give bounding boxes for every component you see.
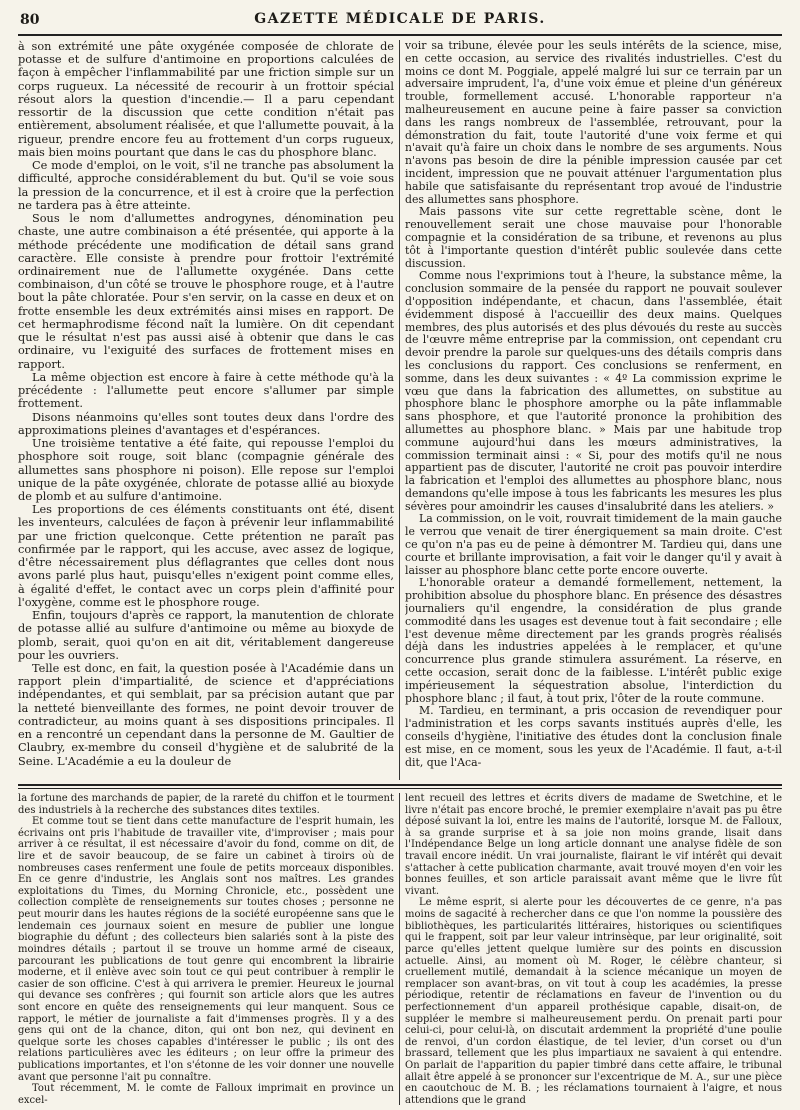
paragraph: La même objection est encore à faire à cette méthode qu'à la précédente : l'allumette peut encore s'allumer par simple frottement. [18, 370, 394, 411]
top-left-column [18, 40, 394, 780]
bottom-right-column [405, 793, 782, 1105]
journal-title: GAZETTE MÉDICALE DE PARIS. [254, 11, 546, 27]
page-number: 80 [20, 12, 40, 28]
paragraph: la fortune des marchands de papier, de la rareté du chiffon et le tourment des industriels à la recherche des substances dites textiles. [18, 793, 394, 816]
paragraph: voir sa tribune, élevée pour les seuls intérêts de la science, mise, en cette occasion, au service des rivalités industrielles. C'est du moins ce dont M. Poggiale, appelé malgré lui sur ce terrain par un adversaire imprudent, l'a, d'une voix émue et pleine d'un généreux trouble, formellement accusé. L'honorable rapporteur n'a malheureusement en aucune peine à faire passer sa conviction dans les rangs nombreux de l'assemblée, retrouvant, pour la démonstration du fait, toute l'autorité d'une voix ferme et qui n'avait qu'à faire un choix dans le nombre de ses arguments. Nous n'avons pas besoin de dire la pénible impression causée par cet incident, impression que ne pouvait atténuer l'argumentation plus habile que satisfaisante du représentant trop avoué de l'industrie des allumettes sans phosphore. [405, 40, 782, 206]
paragraph: Comme nous l'exprimions tout à l'heure, la substance même, la conclusion sommaire de la pensée du rapport ne pouvait soulever d'opposition indépendante, et chacun, dans l'assemblée, était évidemment disposé à l'accueillir des deux mains. Quelques membres, des plus autorisés et des plus dévoués du reste au succès de l'œuvre même entreprise par la commission, ont cependant cru devoir prendre la parole sur quelques-uns des détails compris dans les conclusions du rapport. Ces conclusions se renferment, en somme, dans les deux suivantes : « 4º La commission exprime le vœu que dans la fabrication des allumettes, on substitue au phosphore blanc le phosphore amorphe ou la pâte inflammable sans phosphore, et que l'autorité prononce la prohibition des allumettes au phosphore blanc. » Mais par une habitude trop commune aujourd'hui dans les mœurs administratives, la commission terminait ainsi : « Si, pour des motifs qu'il ne nous appartient pas de discuter, l'autorité ne croit pas pouvoir interdire la fabrication et l'emploi des allumettes au phosphore blanc, nous demandons qu'elle impose à tous les fabricants les mesures les plus sévères pour amoindrir les causes d'insalubrité dans les ateliers. » [405, 269, 782, 513]
paragraph: Disons néanmoins qu'elles sont toutes deux dans l'ordre des approximations pleines d'avantages et d'espérances. [18, 410, 394, 437]
running-header [18, 6, 782, 36]
paragraph: à son extrémité une pâte oxygénée composée de chlorate de potasse et de sulfure d'antimoine en proportions calculées de façon à empêcher l'inflammabilité par une friction simple sur un corps rugueux. La nécessité de recourir à un frottoir spécial résout alors la question d'incendie.— Il a paru cependant ressortir de la discussion que cette condition n'était pas entièrement, absolument réalisée, et que l'allumette pouvait, à la rigueur, prendre encore feu au frottement d'un corps rugueux, mais bien moins pourtant que dans le cas du phosphore blanc. [18, 40, 394, 159]
column-divider-top [399, 40, 400, 780]
paragraph: Les proportions de ces éléments constituants ont été, disent les inventeurs, calculées de façon à prévenir leur inflammabilité par une friction quelconque. Cette prétention ne paraît pas confirmée par le rapport, qui les accuse, avec assez de logique, d'être nécessairement plus déflagrantes que celles dont nous avons parlé plus haut, puisqu'elles n'exigent point comme elles, à égalité d'effet, le contact avec un corps plein d'affinité pour l'oxygène, comme est le phosphore rouge. [18, 503, 394, 609]
paragraph: Mais passons vite sur cette regrettable scène, dont le renouvellement serait une chose mauvaise pour l'honorable compagnie et la considération de sa tribune, et revenons au plus tôt à l'importante question d'intérêt public soulevée dans cette discussion. [405, 205, 782, 270]
bottom-left-column [18, 793, 394, 1105]
paragraph: M. Tardieu, en terminant, a pris occasion de revendiquer pour l'administration et les corps savants institués auprès d'elle, les conseils d'hygiène, l'initiative des études dont la conclusion finale est mise, en ce moment, sous les yeux de l'Académie. Il faut, a-t-il dit, que l'Aca- [405, 704, 782, 769]
paragraph: Et comme tout se tient dans cette manufacture de l'esprit humain, les écrivains ont pris l'habitude de travailler vite, d'improviser ; mais pour arriver à ce résultat, il est nécessaire d'avoir du fond, comme on dit, de lire et de savoir beaucoup, de se faire un cabinet à tiroirs où de nombreuses cases renferment une foule de petits morceaux disponibles. En ce genre d'industrie, les Anglais sont nos maîtres. Les grandes exploitations du Times, du Morning Chronicle, etc., possèdent une collection complète de renseignements sur toutes choses ; personne ne peut mourir dans les hautes régions de la société européenne sans que le lendemain ces journaux soient en mesure de publier une longue biographie du défunt ; des collecteurs bien salariés sont à la piste des moindres détails ; partout il se trouve un homme armé de ciseaux, parcourant les publications de tout genre qui encombrent la librairie moderne, et il enlève avec soin tout ce qui peut contribuer à remplir le casier de son officine. C'est à qui arrivera le premier. Heureux le journal qui devance ses confrères ; qui fournit son article alors que les autres sont encore en quête des renseignements qui leur manquent. Sous ce rapport, le métier de journaliste a fait d'immenses progrès. Il y a des gens qui ont de la chance, diton, qui ont bon nez, qui devinent en quelque sorte les choses capables d'intéresser le public ; ils ont des relations particulières avec les éditeurs ; on leur offre la primeur des publications importantes, et l'on s'étonne de les voir donner une nouvelle avant que personne l'ait pu connaître. [18, 816, 394, 1083]
paragraph: Une troisième tentative a été faite, qui repousse l'emploi du phosphore soit rouge, soit blanc (compagnie générale des allumettes sans phosphore ni poison). Elle repose sur l'emploi unique de la pâte oxygénée, chlorate de potasse allié au bioxyde de plomb et au sulfure d'antimoine. [18, 437, 394, 503]
top-right-column [405, 40, 782, 780]
paragraph: La commission, on le voit, rouvrait timidement de la main gauche le verrou que venait de tirer énergiquement sa main droite. C'est ce qu'on n'a pas eu de peine à démontrer M. Tardieu qui, dans une courte et brillante improvisation, a fait voir le danger qu'il y avait à laisser au phosphore blanc cette porte encore ouverte. [405, 512, 782, 577]
column-divider-bottom [399, 793, 400, 1105]
paragraph: Le même esprit, si alerte pour les découvertes de ce genre, n'a pas moins de sagacité à rechercher dans ce que l'on nomme la poussière des bibliothèques, les particularités littéraires, historiques ou scientifiques qui le frappent, soit par leur valeur intrinsèque, par leur originalité, soit parce qu'elles jettent quelque lumière sur des points en discussion actuelle. Ainsi, au moment où M. Roger, le célèbre chanteur, si cruellement mutilé, demandait à la science mécanique un moyen de remplacer son avant-bras, on vit tout à coup les académies, la presse périodique, retentir de réclamations en faveur de l'invention ou du perfectionnement d'un appareil prothésique capable, disait-on, de suppléer le membre si malheureusement perdu. On prenait parti pour celui-ci, pour celui-là, on discutait ardemment la propriété d'une poulie de renvoi, d'un cordon élastique, de tel levier, d'un corset ou d'un brassard, tellement que les plus impartiaux ne savaient à qui entendre. On parlait de l'apparition du papier timbré dans cette affaire, le tribunal allait être appelé à se prononcer sur l'excentrique de M. A., sur une pièce en caoutchouc de M. B. ; les réclamations tournaient à l'aigre, et nous attendions que le grand [405, 897, 782, 1105]
paragraph: Sous le nom d'allumettes androgynes, dénomination peu chaste, une autre combinaison a été présentée, qui apporte à la méthode précédente une modification de détail sans grand caractère. Elle consiste à prendre pour frottoir l'extrémité ordinairement nue de l'allumette oxygénée. Dans cette combinaison, d'un côté se trouve le phosphore rouge, et à l'autre bout la pâte chloratée. Pour s'en servir, on la casse en deux et on frotte ensemble les deux extrémités ainsi mises en rapport. De cet hermaphrodisme fécond naît la lumière. On dit cependant que le résultat n'est pas aussi aisé à obtenir que dans le cas ordinaire, vu l'exiguité des surfaces de frottement mises en rapport. [18, 212, 394, 371]
feuilleton-rule-thin [18, 788, 782, 789]
paragraph: Ce mode d'emploi, on le voit, s'il ne tranche pas absolument la difficulté, approche considérablement du but. Qu'il se voie sous la pression de la concurrence, et il est à croire que la perfection ne tardera pas à être atteinte. [18, 159, 394, 212]
paragraph: L'honorable orateur a demandé formellement, nettement, la prohibition absolue du phosphore blanc. En présence des désastres journaliers qu'il engendre, la considération de plus grande commodité dans les usages est devenue tout à fait secondaire ; elle l'est devenue même directement par les grands progrès réalisés déjà dans les industries appelées à le remplacer, et qu'une concurrence plus grande stimulera assurément. La réserve, en cette occasion, serait donc de la faiblesse. L'intérêt public exige impérieusement la séquestration absolue, l'interdiction du phosphore blanc ; il faut, à tout prix, l'ôter de la route commune. [405, 576, 782, 705]
paragraph: Telle est donc, en fait, la question posée à l'Académie dans un rapport plein d'impartialité, de science et d'appréciations indépendantes, et qui semblait, par sa précision autant que par la netteté bienveillante des formes, ne point devoir trouver de contradicteur, au moins quant à ses dispositions principales. Il en a rencontré un cependant dans la personne de M. Gaultier de Claubry, ex-membre du conseil d'hygiène et de salubrité de la Seine. L'Académie a eu la douleur de [18, 662, 394, 768]
paragraph: Tout récemment, M. le comte de Falloux imprimait en province un excel- [18, 1083, 394, 1105]
feuilleton-rule [18, 784, 782, 786]
paragraph: Enfin, toujours d'après ce rapport, la manutention de chlorate de potasse allié au sulfure d'antimoine ou même au bioxyde de plomb, serait, quoi qu'on en ait dit, véritablement dangereuse pour les ouvriers. [18, 609, 394, 662]
paragraph: lent recueil des lettres et écrits divers de madame de Swetchine, et le livre n'était pas encore broché, le premier exemplaire n'avait pas pu être déposé suivant la loi, entre les mains de l'autorité, lorsque M. de Falloux, à sa grande surprise et à sa joie non moins grande, lisait dans l'Indépendance Belge un long article donnant une analyse fidèle de son travail encore inédit. Un vrai journaliste, flairant le vif intérêt qui devait s'attacher à cette publication charmante, avait trouvé moyen d'en voir les bonnes feuilles, et son article paraissait avant même que le livre fût vivant. [405, 793, 782, 897]
